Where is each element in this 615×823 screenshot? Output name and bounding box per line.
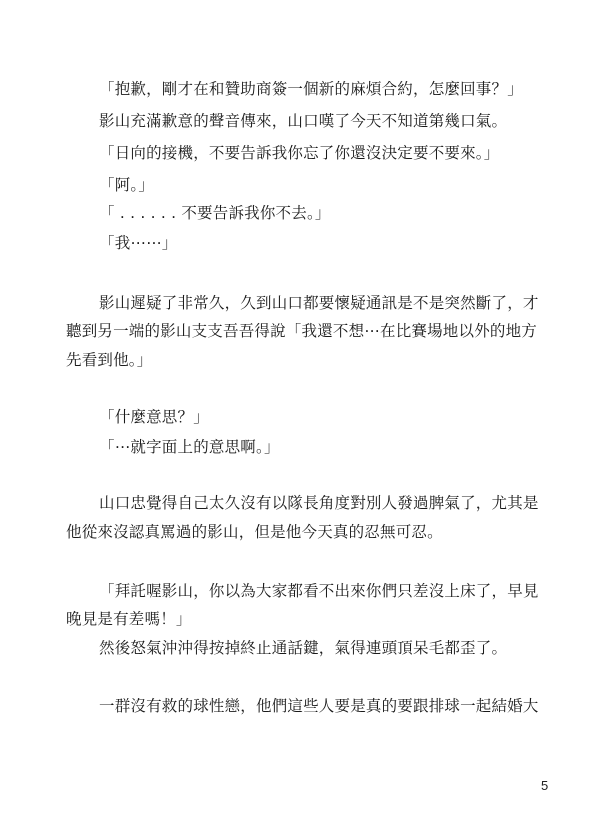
text-line: 影山充滿歉意的聲音傳來，山口嘆了今天不知道第幾口氣。 — [99, 112, 508, 130]
text-line: 「抱歉，剛才在和贊助商簽一個新的麻煩合約，怎麼回事？」 — [99, 80, 523, 98]
text-line: 先看到他。」 — [66, 351, 153, 369]
text-line: 「日向的接機，不要告訴我你忘了你還沒決定要不要來。」 — [99, 144, 500, 162]
page-number: 5 — [541, 778, 549, 793]
text-line: 「阿。」 — [99, 176, 155, 194]
text-line: 「拜託喔影山，你以為大家都看不出來你們只差沒上床了，早見 — [99, 582, 539, 600]
text-line: 晚見是有差嗎！」 — [66, 610, 192, 628]
text-line: 「我⋯⋯」 — [99, 234, 178, 252]
text-line: 山口忠覺得自己太久沒有以隊長角度對別人發過脾氣了，尤其是 — [99, 494, 539, 512]
text-line: 一群沒有救的球性戀，他們這些人要是真的要跟排球一起結婚大 — [99, 697, 539, 715]
text-line: 他從來沒認真罵過的影山，但是他今天真的忍無可忍。 — [66, 523, 443, 541]
text-line: 影山遲疑了非常久，久到山口都要懷疑通訊是不是突然斷了，才 — [99, 294, 539, 312]
text-line: 「⋯就字面上的意思啊。」 — [99, 438, 280, 456]
text-line: 聽到另一端的影山支支吾吾得說「我還不想⋯在比賽場地以外的地方 — [66, 322, 538, 340]
text-line: 「什麼意思？」 — [99, 408, 209, 426]
text-line: 然後怒氣沖沖得按掉終止通話鍵，氣得連頭頂呆毛都歪了。 — [99, 639, 508, 657]
text-line: 「 . . . . . . 不要告訴我你不去。」 — [99, 204, 331, 222]
